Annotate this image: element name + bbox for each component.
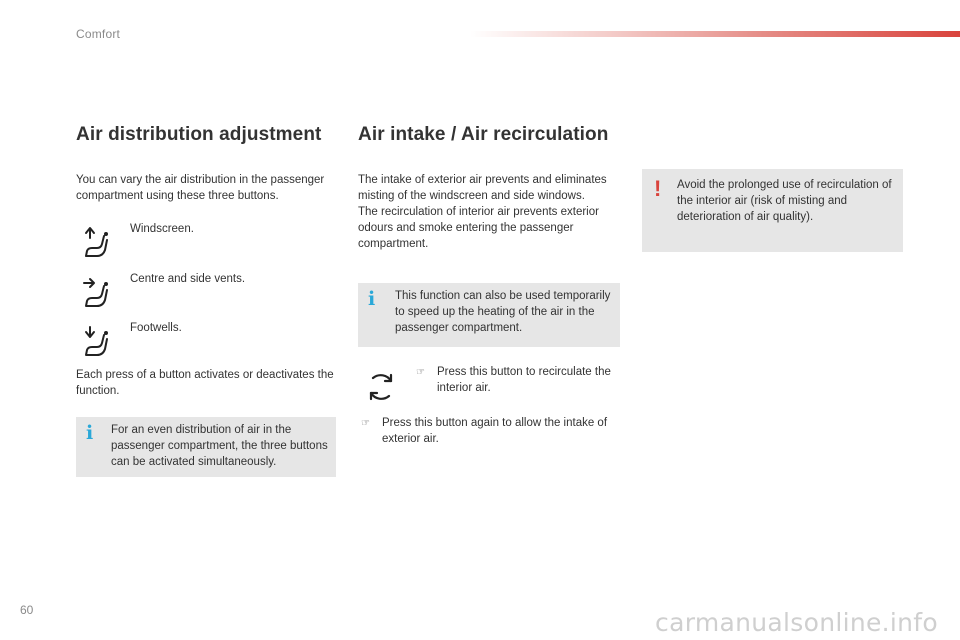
page-number: 60 <box>20 603 34 617</box>
footwells-airflow-icon <box>82 325 112 359</box>
header-gradient-bar <box>470 31 960 37</box>
press-note: Each press of a button activates or deactivates the function. <box>76 369 334 397</box>
centre-vents-label: Centre and side vents. <box>130 273 246 285</box>
bullet-icon: ☞ <box>361 418 370 429</box>
recirculation-icon <box>364 370 398 404</box>
air-intake-intro: The intake of exterior air prevents and eliminates misting of the windscreen and side windows. The recirculation of interior air prevents exterior odours and smoke entering the passenger compartment. <box>358 174 607 250</box>
windscreen-airflow-icon <box>82 226 112 260</box>
bullet-icon: ☞ <box>416 367 425 378</box>
info-icon: i <box>86 422 94 444</box>
step-recirculate: Press this button to recirculate the interior air. <box>437 366 611 394</box>
info-text-distribution: For an even distribution of air in the passenger compartment, the three buttons can be activated simultaneously. <box>111 424 328 468</box>
warning-icon: ! <box>654 176 662 201</box>
info-icon: i <box>368 288 376 310</box>
centre-vents-airflow-icon <box>82 276 112 310</box>
step-exterior-air: Press this button again to allow the intake of exterior air. <box>382 417 608 445</box>
air-distribution-heading: Air distribution adjustment <box>76 124 322 145</box>
air-distribution-intro: You can vary the air distribution in the passenger compartment using these three buttons. <box>76 174 325 202</box>
air-intake-heading: Air intake / Air recirculation <box>358 124 609 145</box>
section-title: Comfort <box>76 27 121 41</box>
watermark: carmanualsonline.info <box>655 608 938 637</box>
windscreen-label: Windscreen. <box>130 223 194 235</box>
info-text-recirculation: This function can also be used temporarily to speed up the heating of the air in the passenger compartment. <box>395 290 611 334</box>
warning-text: Avoid the prolonged use of recirculation of the interior air (risk of misting and deterioration of air quality). <box>677 179 892 223</box>
footwells-label: Footwells. <box>130 322 182 334</box>
